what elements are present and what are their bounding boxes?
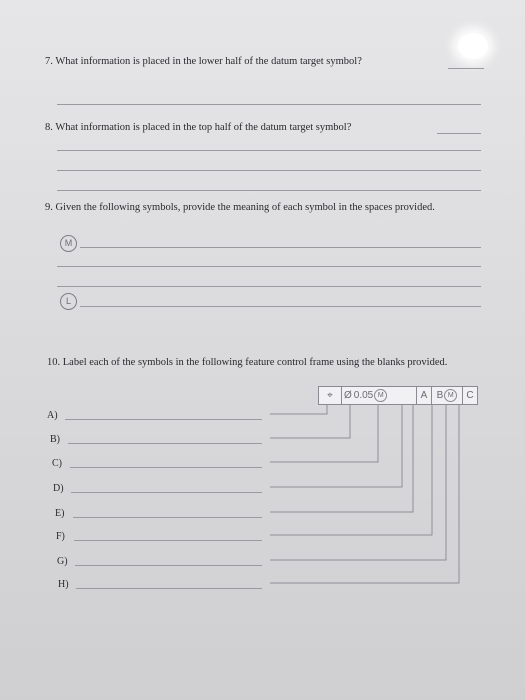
mmc-symbol-icon: M	[60, 235, 77, 252]
question-7-text: What information is placed in the lower half of the datum target symbol?	[55, 56, 362, 67]
question-9-number: 9.	[45, 202, 53, 213]
blank-answer-line[interactable]	[74, 540, 262, 541]
position-symbol-icon: ⌖	[319, 387, 342, 404]
question-10-number: 10.	[47, 357, 61, 368]
datum-c: C	[466, 390, 474, 401]
blank-answer-line[interactable]	[73, 517, 262, 518]
blank-label: A)	[47, 410, 58, 421]
datum-a: A	[417, 387, 432, 404]
blank-answer-line[interactable]	[75, 565, 262, 566]
blank-label: D)	[53, 483, 64, 494]
blank-label: B)	[50, 434, 60, 445]
question-8-text: What information is placed in the top half of the datum target symbol?	[55, 122, 352, 133]
datum-b: B	[436, 390, 444, 401]
blank-label: F)	[56, 531, 65, 542]
diameter-symbol: Ø	[344, 390, 352, 401]
blank-label: E)	[55, 508, 65, 519]
lmc-symbol-icon: L	[60, 293, 77, 310]
blank-label: C)	[52, 458, 62, 469]
question-10-text: Label each of the symbols in the following feature control frame using the blanks provided.	[62, 357, 448, 368]
question-8-number: 8.	[45, 122, 53, 133]
question-7-number: 7.	[45, 56, 53, 67]
blank-answer-line[interactable]	[71, 492, 262, 493]
blank-answer-line[interactable]	[68, 443, 262, 444]
blank-answer-line[interactable]	[70, 467, 262, 468]
blank-label: G)	[57, 556, 68, 567]
blank-answer-line[interactable]	[65, 419, 262, 420]
mmc-modifier-icon: M	[374, 389, 387, 402]
blank-label: H)	[58, 579, 69, 590]
tolerance-value: 0.05	[353, 390, 374, 401]
blank-answer-line[interactable]	[76, 588, 262, 589]
question-9-text: Given the following symbols, provide the meaning of each symbol in the spaces provided.	[55, 202, 435, 213]
datum-b-mmc-modifier-icon: M	[444, 389, 457, 402]
